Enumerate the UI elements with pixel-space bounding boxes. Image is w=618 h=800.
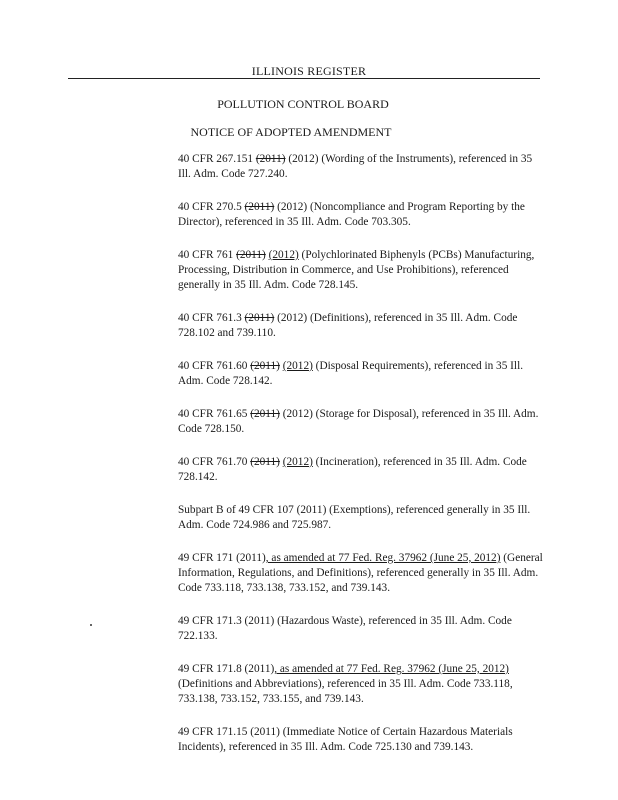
inserted-text: , as amended at 77 Fed. Reg. 37962 (June 25, 2012) [274,663,509,675]
reference-entry: Subpart B of 49 CFR 107 (2011) (Exemptions), referenced generally in 35 Ill. Adm. Code 724.986 and 725.987. [178,504,531,531]
scan-speck [90,624,92,626]
reference-entry: 40 CFR 761.60 (2011) (2012) (Disposal Requirements), referenced in 35 Ill. Adm. Code 728.142. [178,360,524,387]
inserted-text: (2012) [282,360,313,372]
reference-entry: 40 CFR 761.65 (2011) (2012) (Storage for Disposal), referenced in 35 Ill. Adm. Code 728.150. [178,408,539,435]
board-title: POLLUTION CONTROL BOARD [217,97,389,111]
deleted-text: (2011) [244,201,275,213]
inserted-text: (2012) [268,249,299,261]
deleted-text: (2011) [250,456,280,468]
reference-entry: 40 CFR 761.70 (2011) (2012) (Incineration), referenced in 35 Ill. Adm. Code 728.142. [178,456,527,483]
inserted-text: (2012) [282,456,313,468]
reference-entry: 49 CFR 171.15 (2011) (Immediate Notice of Certain Hazardous Materials Incidents), referenced in 35 Ill. Adm. Code 725.130 and 739.143. [178,726,513,753]
deleted-text: (2011) [244,312,275,324]
deleted-text: (2011) [250,360,280,372]
reference-entry: 49 CFR 171.8 (2011), as amended at 77 Fed. Reg. 37962 (June 25, 2012) (Definitions and Abbreviations), referenced in 35 Ill. Adm. Code 733.118, 733.138, 733.152, 733.155, and 739.143. [178,663,513,705]
deleted-text: (2011) [255,153,286,165]
reference-entry: 40 CFR 761.3 (2011) (2012) (Definitions), referenced in 35 Ill. Adm. Code 728.102 and 739.110. [178,312,518,339]
register-title: ILLINOIS REGISTER [251,64,367,78]
deleted-text: (2011) [236,249,266,261]
reference-entry: 40 CFR 267.151 (2011) (2012) (Wording of the Instruments), referenced in 35 Ill. Adm. Code 727.240. [178,153,533,180]
deleted-text: (2011) [250,408,280,420]
reference-list [178,152,543,773]
inserted-text: , as amended at 77 Fed. Reg. 37962 (June 25, 2012) [265,552,501,564]
reference-entry: 40 CFR 270.5 (2011) (2012) (Noncompliance and Program Reporting by the Director), referenced in 35 Ill. Adm. Code 703.305. [178,201,525,228]
notice-title: NOTICE OF ADOPTED AMENDMENT [190,125,392,139]
reference-entry: 49 CFR 171.3 (2011) (Hazardous Waste), referenced in 35 Ill. Adm. Code 722.133. [178,615,512,642]
reference-entry: 49 CFR 171 (2011), as amended at 77 Fed. Reg. 37962 (June 25, 2012) (General Information, Regulations, and Definitions), referenced generally in 35 Ill. Adm. Code 733.118, 733.138, 733.152, and 739.143. [178,552,543,594]
header-rule [68,78,540,79]
reference-entry: 40 CFR 761 (2011) (2012) (Polychlorinated Biphenyls (PCBs) Manufacturing, Processing, Distribution in Commerce, and Use Prohibitions), referenced generally in 35 Ill. Adm. Code 728.145. [178,249,535,291]
